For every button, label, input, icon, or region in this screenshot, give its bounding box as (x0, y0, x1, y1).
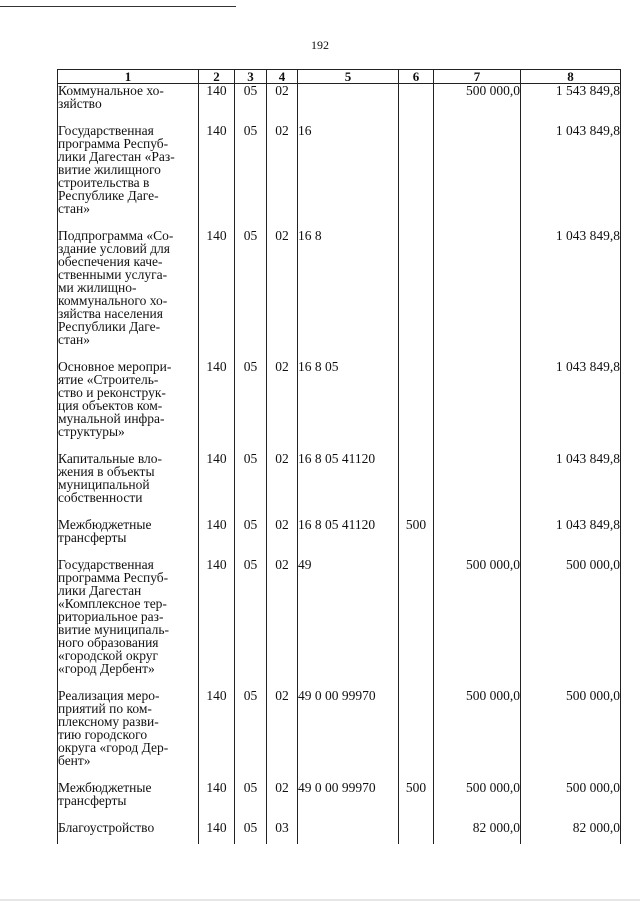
table-row (58, 689, 621, 781)
header-row (58, 70, 621, 84)
cell-section: 05 (235, 84, 267, 125)
cell-section: 05 (235, 558, 267, 689)
cell-expense-type: 500 (399, 518, 434, 558)
row-name: Реализация меро- приятий по ком- плексному разви- тию городского округа «город Дер- бент» (58, 689, 199, 781)
cell-target-article: 16 (298, 124, 399, 229)
row-name: Государственная программа Респуб- лики Дагестан «Раз- витие жилищного строительства в Республике Даге- стан» (58, 124, 199, 229)
cell-ministry: 140 (199, 124, 235, 229)
table-row (58, 84, 621, 125)
cell-subsection: 02 (267, 518, 298, 558)
cell-subsection: 02 (267, 781, 298, 821)
cell-section: 05 (235, 821, 267, 844)
cell-amount-7 (434, 518, 521, 558)
column-header-6: 6 (399, 70, 434, 84)
cell-target-article: 49 0 00 99970 (298, 781, 399, 821)
cell-amount-8: 500 000,0 (521, 689, 621, 781)
row-name: Межбюджетные трансферты (58, 781, 199, 821)
cell-amount-7 (434, 124, 521, 229)
cell-subsection: 02 (267, 124, 298, 229)
page-bottom-edge (0, 899, 640, 901)
row-name: Подпрограмма «Со- здание условий для обеспечения каче- ственными услуга- ми жилищно- коммунального хо- зяйства населения Республики Даге- стан» (58, 229, 199, 360)
cell-amount-8: 500 000,0 (521, 558, 621, 689)
column-header-4: 4 (267, 70, 298, 84)
cell-amount-7 (434, 360, 521, 452)
cell-ministry: 140 (199, 360, 235, 452)
cell-section: 05 (235, 360, 267, 452)
row-name: Капитальные вло- жения в объекты муниципальной собственности (58, 452, 199, 518)
cell-amount-8: 1 043 849,8 (521, 229, 621, 360)
column-header-8: 8 (521, 70, 621, 84)
cell-amount-7: 500 000,0 (434, 558, 521, 689)
cell-expense-type (399, 360, 434, 452)
cell-target-article: 16 8 05 (298, 360, 399, 452)
cell-target-article: 16 8 (298, 229, 399, 360)
table-row (58, 821, 621, 844)
column-header-3: 3 (235, 70, 267, 84)
table-row (58, 781, 621, 821)
cell-amount-7: 82 000,0 (434, 821, 521, 844)
cell-expense-type (399, 229, 434, 360)
cell-amount-7 (434, 452, 521, 518)
row-name: Коммунальное хо- зяйство (58, 84, 199, 125)
cell-subsection: 02 (267, 689, 298, 781)
cell-target-article (298, 84, 399, 125)
cell-subsection: 02 (267, 558, 298, 689)
table-row (58, 558, 621, 689)
cell-subsection: 02 (267, 452, 298, 518)
cell-amount-7 (434, 229, 521, 360)
row-name: Межбюджетные трансферты (58, 518, 199, 558)
cell-expense-type (399, 558, 434, 689)
cell-target-article: 16 8 05 41120 (298, 518, 399, 558)
table-row (58, 360, 621, 452)
cell-section: 05 (235, 229, 267, 360)
cell-expense-type (399, 689, 434, 781)
cell-expense-type (399, 821, 434, 844)
cell-ministry: 140 (199, 229, 235, 360)
cell-amount-8: 1 043 849,8 (521, 124, 621, 229)
cell-subsection: 02 (267, 84, 298, 125)
cell-ministry: 140 (199, 781, 235, 821)
top-rule (0, 6, 236, 7)
cell-amount-7: 500 000,0 (434, 689, 521, 781)
cell-amount-8: 500 000,0 (521, 781, 621, 821)
cell-amount-8: 1 043 849,8 (521, 452, 621, 518)
cell-section: 05 (235, 518, 267, 558)
page-number: 192 (311, 38, 329, 52)
cell-target-article: 49 (298, 558, 399, 689)
table-row (58, 124, 621, 229)
column-header-7: 7 (434, 70, 521, 84)
cell-section: 05 (235, 124, 267, 229)
column-header-2: 2 (199, 70, 235, 84)
cell-ministry: 140 (199, 689, 235, 781)
cell-ministry: 140 (199, 518, 235, 558)
cell-amount-7: 500 000,0 (434, 781, 521, 821)
cell-subsection: 03 (267, 821, 298, 844)
table-row (58, 229, 621, 360)
cell-amount-8: 1 543 849,8 (521, 84, 621, 125)
row-name: Основное меропри- ятие «Строитель- ство и реконструк- ция объектов ком- мунальной инфра- структуры» (58, 360, 199, 452)
cell-expense-type (399, 452, 434, 518)
cell-expense-type (399, 124, 434, 229)
cell-subsection: 02 (267, 229, 298, 360)
cell-section: 05 (235, 452, 267, 518)
cell-amount-8: 82 000,0 (521, 821, 621, 844)
table-body (58, 84, 621, 845)
row-name: Государственная программа Респуб- лики Дагестан «Комплексное тер- риториальное раз- витие муниципаль- ного образования «городской округ «город Дербент» (58, 558, 199, 689)
cell-section: 05 (235, 689, 267, 781)
cell-expense-type: 500 (399, 781, 434, 821)
row-name: Благоустройство (58, 821, 199, 844)
cell-ministry: 140 (199, 452, 235, 518)
cell-amount-7: 500 000,0 (434, 84, 521, 125)
table-row (58, 452, 621, 518)
cell-ministry: 140 (199, 558, 235, 689)
cell-subsection: 02 (267, 360, 298, 452)
cell-amount-8: 1 043 849,8 (521, 518, 621, 558)
cell-target-article: 16 8 05 41120 (298, 452, 399, 518)
cell-ministry: 140 (199, 821, 235, 844)
cell-target-article: 49 0 00 99970 (298, 689, 399, 781)
budget-table (57, 69, 621, 844)
cell-expense-type (399, 84, 434, 125)
cell-section: 05 (235, 781, 267, 821)
table-row (58, 518, 621, 558)
table-header (58, 70, 621, 84)
column-header-1: 1 (58, 70, 199, 84)
cell-target-article (298, 821, 399, 844)
cell-amount-8: 1 043 849,8 (521, 360, 621, 452)
column-header-5: 5 (298, 70, 399, 84)
cell-ministry: 140 (199, 84, 235, 125)
